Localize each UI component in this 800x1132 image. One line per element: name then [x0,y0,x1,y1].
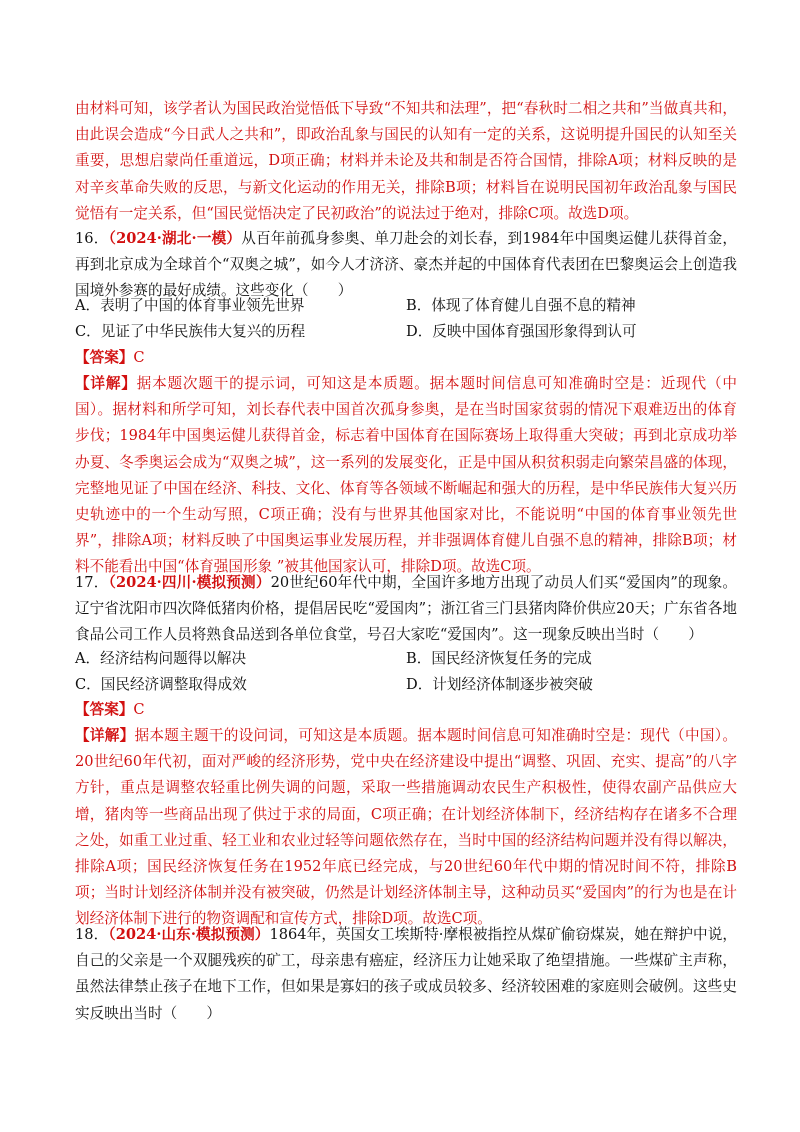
q17-options [75,646,737,698]
q16-option-c: C．见证了中华民族伟大复兴的历程 [75,323,306,341]
q18-stem-text: 1864年，英国女工埃斯特·摩根被指控从煤矿偷窃煤炭，她在辩护中说，自己的父亲是一个双腿残疾的矿工，母亲患有癌症，经济压力让她采取了绝望措施。一些煤矿主声称，虽然法律禁止孩子在地下工作，但如果是寡妇的孩子或成员较多、经济较困难的家庭则会破例。这些史实反映出当时（ ） [75,926,737,1022]
q17-detail [75,723,737,933]
q16-option-b: B．体现了体育健儿自强不息的精神 [406,297,636,314]
q17-detail-text: 据本题主题干的设问词，可知这是本质题。据本题时间信息可知准确时空是：现代（中国）。20世纪60年代初，面对严峻的经济形势，党中央在经济建设中提出“调整、巩固、充实、提高”的八字方针，重点是调整农轻重比例失调的问题，采取一些措施调动农民生产积极性，使得农副产品供应大增，猪肉等一些商品出现了供过于求的局面，C项正确；在计划经济体制下，经济结构存在诸多不合理之处，如重工业过重、轻工业和农业过轻等问题依然存在，当时中国的经济结构问题并没有得以解决，排除A项；国民经济恢复任务在1952年底已经完成，与20世纪60年代中期的情况时间不符，排除B项；当时计划经济体制并没有被突破，仍然是计划经济体制主导，这种动员买“爱国肉”的行为也是在计划经济体制下进行的物资调配和宣传方式，排除D项。故选C项。 [75,727,737,928]
q16-detail-text: 据本题次题干的提示词，可知这是本质题。据本题时间信息可知准确时空是：近现代（中国）。据材料和所学可知，刘长春代表中国首次孤身参奥，是在当时国家贫弱的情况下艰难迈出的体育步伐；1984年中国奥运健儿获得首金，标志着中国体育在国际赛场上取得重大突破；再到北京成功举办夏、冬季奥运会成为“双奥之城”，这一系列的发展变化，正是中国从积贫积弱走向繁荣昌盛的体现，完整地见证了中国在经济、科技、文化、体育等各领域不断崛起和强大的历程，是中华民族伟大复兴历史轨迹中的一个生动写照，C项正确；没有与世界其他国家对比，不能说明“中国的体育事业领先世界”，排除A项；材料反映了中国奥运事业发展历程，并非强调体育健儿自强不息的精神，排除B项；材料不能看出中国“体育强国形象 ”被其他国家认可，排除D项。故选C项。 [75,375,737,576]
q17-source: （2024·四川·模拟预测） [108,574,271,591]
q18-stem [75,922,737,1027]
q16-answer-label: 【答案】 [75,349,134,366]
q16-option-a: A．表明了中国的体育事业领先世界 [75,297,305,314]
q16-options [75,293,737,345]
q16-detail-label: 【详解】 [75,375,137,392]
q16-option-d: D．反映中国体育强国形象得到认可 [406,323,637,341]
q17-stem-text: 20世纪60年代中期，全国许多地方出现了动员人们买“爱国肉”的现象。辽宁省沈阳市四次降低猪肉价格，提倡居民吃“爱国肉”；浙江省三门县猪肉降价供应20天；广东省各地食品公司工作人员将熟食品送到各单位食堂，号召大家吃“爱国肉”。这一现象反映出当时（ ） [75,574,737,644]
q17-detail-label: 【详解】 [75,727,135,744]
q16-answer [75,345,737,371]
q17-option-d: D．计划经济体制逐步被突破 [406,676,593,694]
q17-number: 17． [75,574,109,591]
q17-answer-value: C [133,701,145,718]
q17-answer [75,697,737,723]
q18-number: 18． [75,926,109,943]
q16-answer-value: C [133,349,145,366]
q17-option-b: B．国民经济恢复任务的完成 [406,650,592,667]
q16-stem-text: 从百年前孤身参奥、单刀赴会的刘长春，到1984年中国奥运健儿获得首金，再到北京成为全球首个“双奥之城”，如今人才济济、豪杰并起的中国体育代表团在巴黎奥运会上创造我国境外参赛的最好成绩。这些变化（ ） [75,230,737,300]
q15-explanation-tail: 由材料可知，该学者认为国民政治觉悟低下导致“不知共和法理”，把“春秋时二相之共和”当做真共和，由此误会造成“今日武人之共和”，即政治乱象与国民的认知有一定的关系，这说明提升国民的认知至关重要，思想启蒙尚任重道远，D项正确；材料并未论及共和制是否符合国情，排除A项；材料反映的是对辛亥革命失败的反思，与新文化运动的作用无关，排除B项；材料旨在说明民国初年政治乱象与国民觉悟有一定关系，但“国民觉悟决定了民初政治”的说法过于绝对，排除C项。故选D项。 [75,100,737,222]
q17-answer-label: 【答案】 [75,701,134,718]
q16-number: 16． [75,230,109,247]
q18-source: （2024·山东·模拟预测） [108,926,270,943]
q16-source: （2024·湖北·一模） [108,230,242,247]
q17-option-c: C．国民经济调整取得成效 [75,676,247,694]
q17-option-a: A．经济结构问题得以解决 [75,650,247,667]
q16-detail [75,371,737,581]
q17-stem [75,570,737,649]
